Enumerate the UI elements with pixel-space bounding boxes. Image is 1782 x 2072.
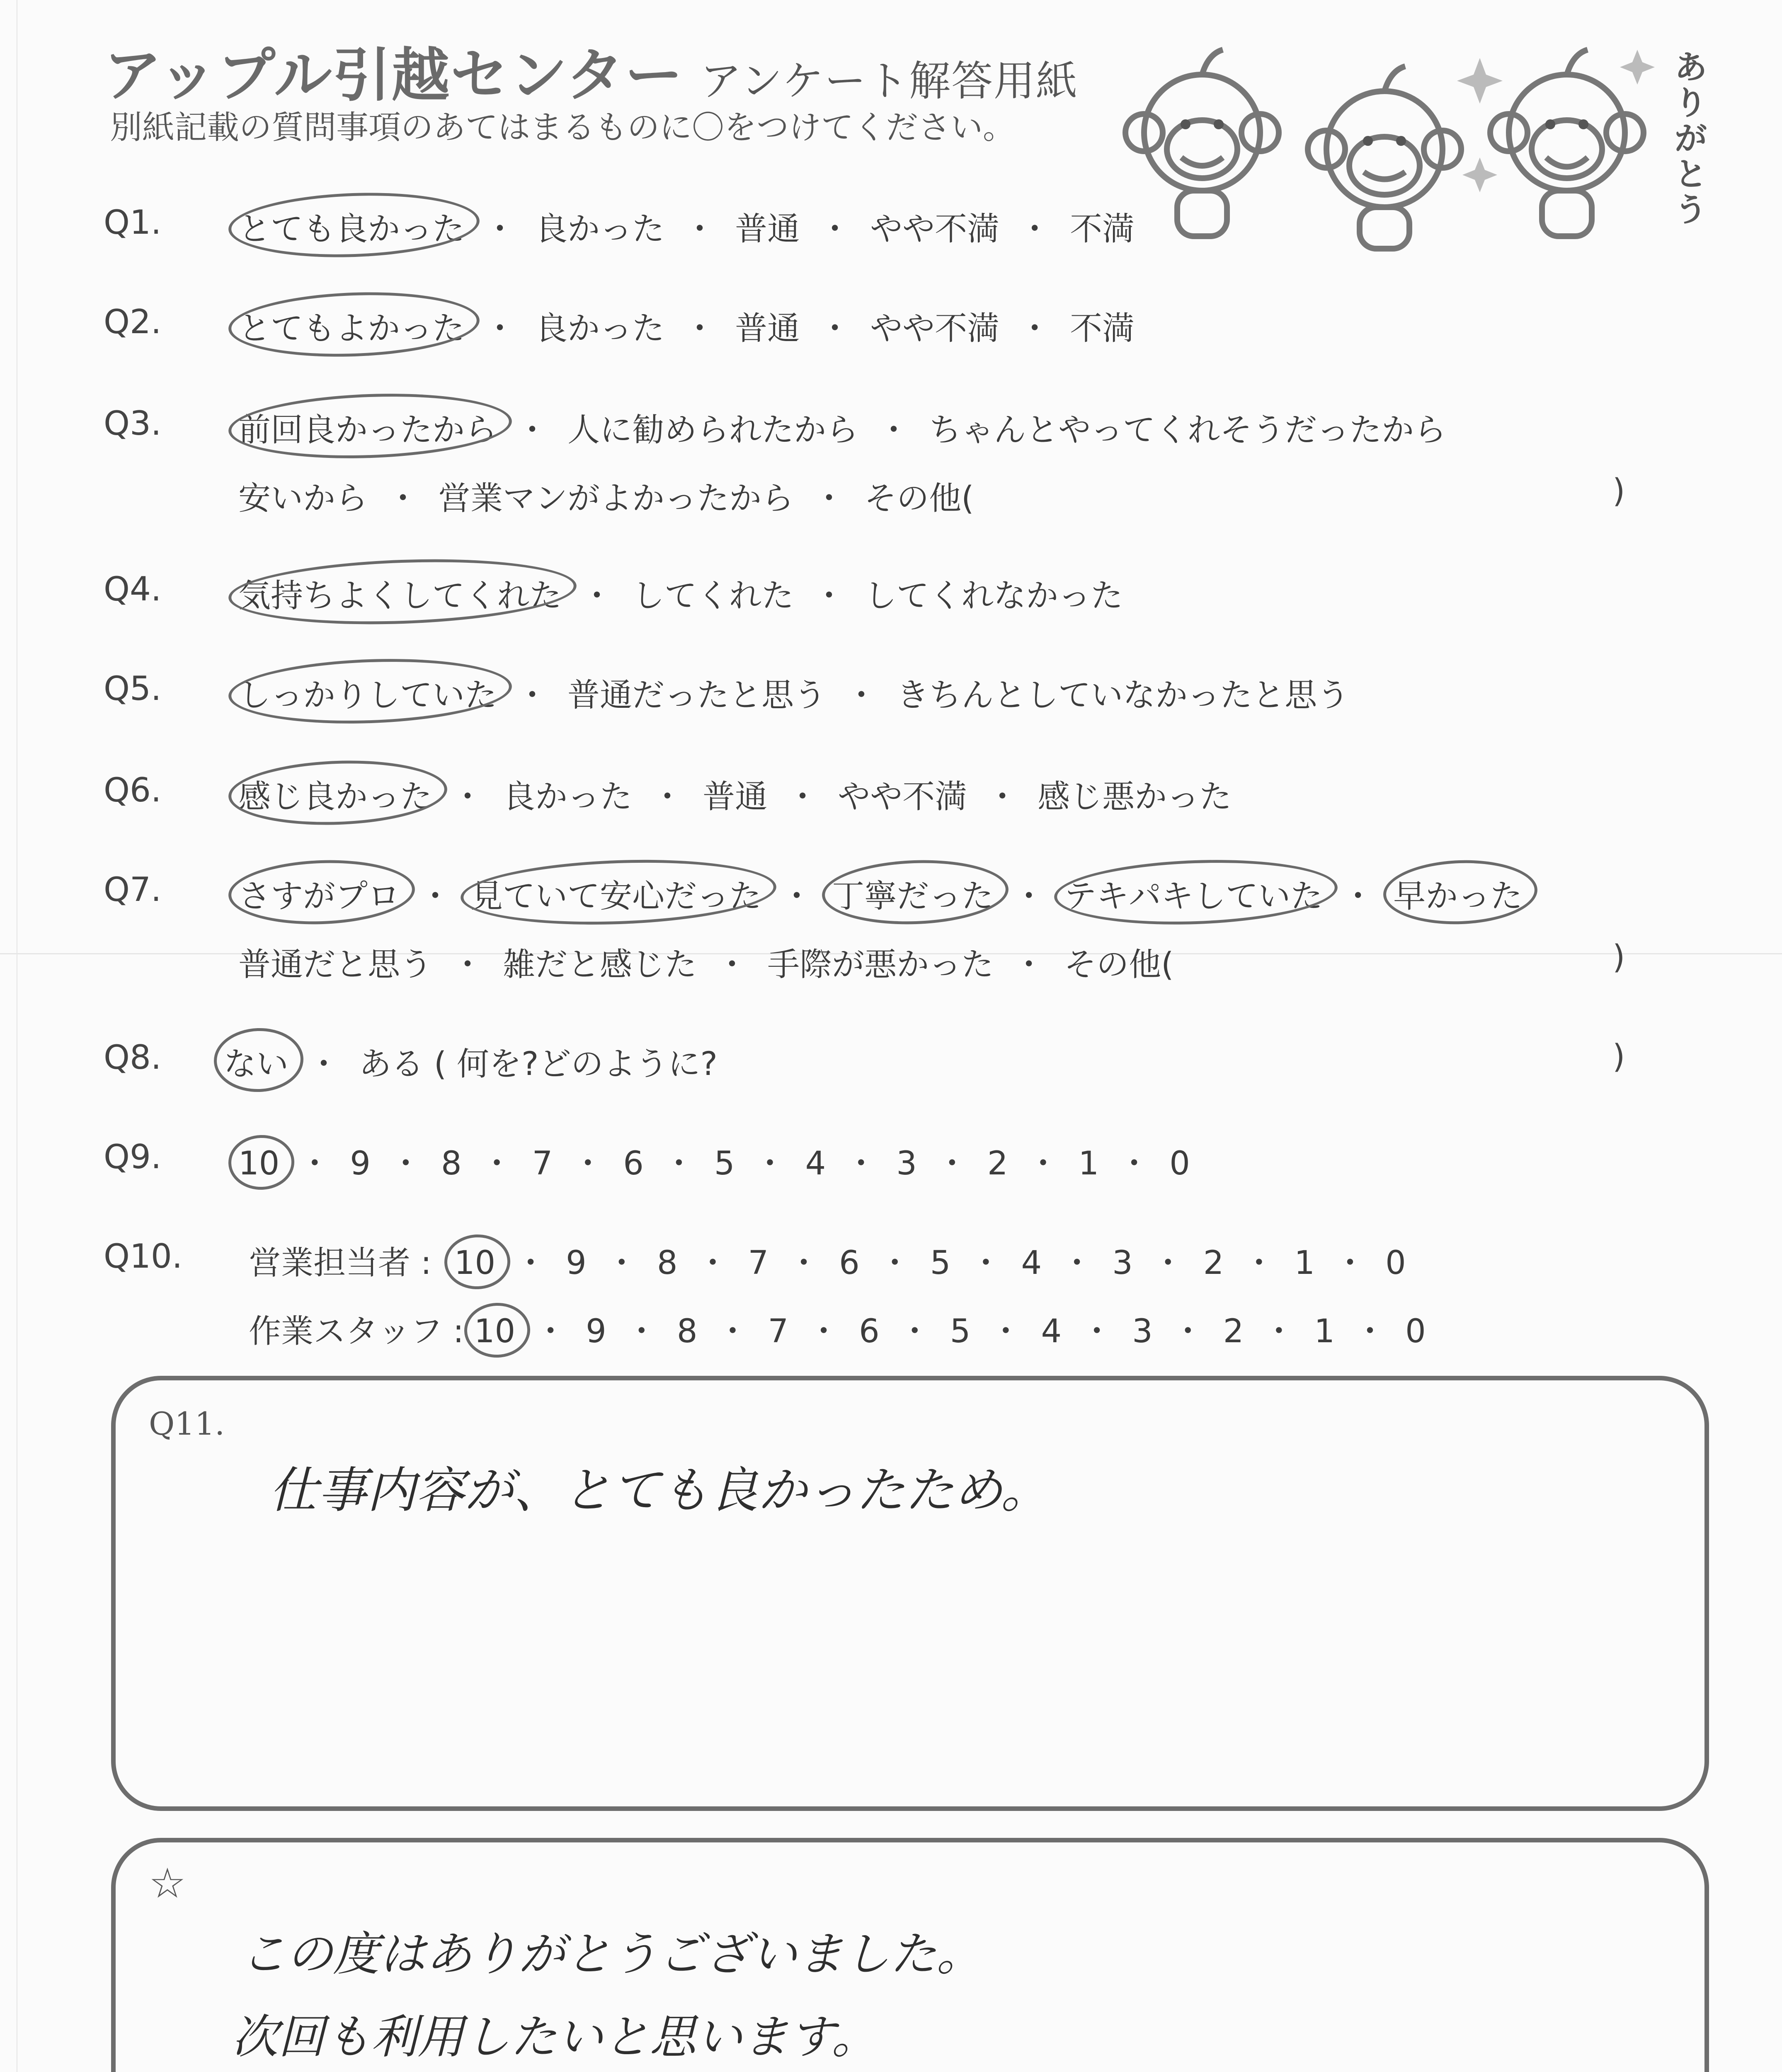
option-selected[interactable]: 感じ良かった — [238, 771, 432, 817]
option[interactable]: 営業マンがよかったから — [438, 480, 794, 517]
option[interactable]: 安いから — [238, 480, 368, 517]
rating-row-staff: 作業スタッフ : 10 ・ 9 ・ 8 ・ 7 ・ 6 ・ 5 ・ 4 ・ 3 ・ 2 ・ 1 ・ 0 — [249, 1313, 1426, 1350]
form-header — [104, 29, 1078, 112]
rating-option[interactable]: 9 — [586, 1313, 606, 1350]
question-label: Q7. — [104, 870, 162, 909]
rating-option[interactable]: 4 — [805, 1145, 826, 1182]
rating-selected[interactable]: 10 — [238, 1145, 280, 1182]
rating-option[interactable]: 8 — [441, 1145, 462, 1182]
rating-option[interactable]: 6 — [839, 1244, 860, 1282]
option-selected[interactable]: 前回良かったから — [238, 404, 497, 450]
option[interactable]: やや不満 — [838, 778, 967, 816]
option-selected[interactable]: しっかりしていた — [238, 669, 497, 716]
handwritten-comment-line2: 次回も利用したいと思います。 — [232, 2010, 878, 2064]
question-label: Q2. — [104, 303, 162, 341]
rating-row-sales: 営業担当者 : 10 ・ 9 ・ 8 ・ 7 ・ 6 ・ 5 ・ 4 ・ 3 ・ 2 ・ 1 ・ 0 — [249, 1244, 1406, 1282]
option[interactable]: 感じ悪かった — [1038, 778, 1232, 816]
option[interactable]: 普通だったと思う — [567, 677, 827, 714]
rating-selected[interactable]: 10 — [474, 1313, 516, 1350]
option-selected[interactable]: 気持ちよくしてくれた — [238, 570, 562, 616]
rating-option[interactable]: 5 — [930, 1244, 951, 1282]
answer-options: 気持ちよくしてくれた ・ してくれた ・ してくれなかった — [238, 570, 1123, 616]
rating-selected[interactable]: 10 — [454, 1244, 496, 1282]
option[interactable]: 普通 — [703, 778, 768, 816]
answer-options: 前回良かったから ・ 人に勧められたから ・ ちゃんとやってくれそうだったから — [238, 404, 1446, 450]
answer-options: 感じ良かった ・ 良かった ・ 普通 ・ やや不満 ・ 感じ悪かった — [238, 771, 1232, 817]
option[interactable]: やや不満 — [870, 211, 1000, 248]
question-q3 — [0, 404, 1782, 541]
rating-option[interactable]: 7 — [768, 1313, 789, 1350]
option[interactable]: やや不満 — [870, 310, 1000, 347]
option-selected[interactable]: とてもよかった — [238, 303, 465, 349]
option[interactable]: ある ( 何を?どのように? — [359, 1046, 718, 1083]
answer-options: ない ・ ある ( 何を?どのように? — [224, 1038, 718, 1084]
answer-options: さすがプロ ・ 見ていて安心だった ・ 丁寧だった ・ テキパキしていた ・ 早かった — [238, 870, 1523, 917]
paren-close: ) — [1612, 1038, 1625, 1075]
rating-option[interactable]: 7 — [748, 1244, 769, 1282]
company-name: アップル引越センター — [104, 42, 684, 109]
question-label: Q8. — [104, 1038, 162, 1077]
handwritten-comment-line1: この度はありがとうございました。 — [240, 1927, 983, 1981]
answer-options-line2: 普通だと思う ・ 雑だと感じた ・ 手際が悪かった ・ その他( — [238, 939, 1174, 985]
rating-option[interactable]: 3 — [1132, 1313, 1153, 1350]
option-selected[interactable]: とても良かった — [238, 203, 465, 249]
answer-options: しっかりしていた ・ 普通だったと思う ・ きちんとしていなかったと思う — [238, 669, 1349, 716]
question-q6 — [0, 771, 1782, 833]
star-icon: ☆ — [149, 1859, 186, 1907]
option[interactable]: 不満 — [1070, 310, 1135, 347]
option[interactable]: その他( — [1064, 946, 1174, 983]
box-label: Q11. — [149, 1405, 225, 1442]
option[interactable]: 良かった — [503, 778, 633, 816]
handwritten-answer: 仕事内容が、とても良かったため。 — [269, 1462, 1050, 1519]
question-label: Q3. — [104, 404, 162, 443]
question-q9 — [0, 1138, 1782, 1200]
option-selected[interactable]: 見ていて安心だった — [470, 870, 761, 917]
option[interactable]: 良かった — [535, 310, 665, 347]
rating-option[interactable]: 1 — [1314, 1313, 1335, 1350]
rating-scale: 10 ・ 9 ・ 8 ・ 7 ・ 6 ・ 5 ・ 4 ・ 3 ・ 2 ・ 1 ・ 0 — [238, 1145, 1190, 1182]
comment-box[interactable] — [111, 1838, 1709, 2072]
rating-option[interactable]: 6 — [623, 1145, 644, 1182]
option[interactable]: してくれなかった — [864, 577, 1123, 615]
question-q1 — [0, 203, 1782, 265]
paren-close: ) — [1612, 472, 1625, 510]
rating-option[interactable]: 7 — [532, 1145, 553, 1182]
rating-option[interactable]: 4 — [1021, 1244, 1042, 1282]
rating-option[interactable]: 9 — [350, 1145, 371, 1182]
instruction-text: 別紙記載の質問事項のあてはまるものに〇をつけてください。 — [110, 109, 1016, 146]
question-label: Q5. — [104, 669, 162, 708]
question-label: Q10. — [104, 1237, 183, 1276]
option-selected[interactable]: テキパキしていた — [1064, 870, 1323, 917]
question-q7 — [0, 870, 1782, 1007]
rating-option[interactable]: 4 — [1041, 1313, 1062, 1350]
mascot-caption: ありがとう — [1675, 49, 1707, 229]
option[interactable]: 良かった — [535, 211, 665, 248]
question-label: Q6. — [104, 771, 162, 809]
rating-row-label: 営業担当者 : — [249, 1244, 432, 1282]
rating-option[interactable]: 1 — [1078, 1145, 1099, 1182]
option[interactable]: 手際が悪かった — [767, 946, 994, 983]
option[interactable]: 普通 — [735, 211, 800, 248]
rating-option[interactable]: 8 — [657, 1244, 678, 1282]
rating-option[interactable]: 6 — [859, 1313, 880, 1350]
paren-close: ) — [1612, 939, 1625, 976]
option[interactable]: 不満 — [1070, 211, 1135, 248]
question-q4 — [0, 570, 1782, 632]
rating-option[interactable]: 2 — [987, 1145, 1008, 1182]
option[interactable]: してくれた — [632, 577, 794, 615]
rating-option[interactable]: 2 — [1203, 1244, 1224, 1282]
rating-option[interactable]: 8 — [676, 1313, 698, 1350]
form-title: アンケート解答用紙 — [700, 57, 1079, 105]
option-selected[interactable]: 早かった — [1393, 870, 1523, 917]
question-label: Q4. — [104, 570, 162, 608]
rating-option[interactable]: 9 — [566, 1244, 587, 1282]
q11-answer-box[interactable] — [111, 1376, 1709, 1811]
rating-option[interactable]: 5 — [714, 1145, 735, 1182]
option[interactable]: きちんとしていなかったと思う — [897, 677, 1350, 714]
question-q2 — [0, 303, 1782, 365]
option[interactable]: ちゃんとやってくれそうだったから — [929, 411, 1447, 449]
option-selected[interactable]: さすがプロ — [238, 870, 400, 917]
answer-options: とてもよかった ・ 良かった ・ 普通 ・ やや不満 ・ 不満 — [238, 303, 1135, 349]
rating-option[interactable]: 2 — [1223, 1313, 1244, 1350]
answer-options-line2: 安いから ・ 営業マンがよかったから ・ その他( — [238, 472, 974, 519]
question-label: Q1. — [104, 203, 162, 242]
option[interactable]: 雑だと感じた — [503, 946, 697, 983]
option-selected[interactable]: ない — [224, 1038, 289, 1084]
rating-option[interactable]: 0 — [1169, 1145, 1190, 1182]
option[interactable]: 普通だと思う — [238, 946, 433, 983]
option[interactable]: 普通 — [735, 310, 800, 347]
option[interactable]: その他( — [864, 480, 974, 517]
option[interactable]: 人に勧められたから — [567, 411, 859, 449]
rating-option[interactable]: 1 — [1294, 1244, 1315, 1282]
question-q8 — [0, 1038, 1782, 1100]
rating-option[interactable]: 3 — [896, 1145, 917, 1182]
rating-option[interactable]: 3 — [1112, 1244, 1133, 1282]
option-selected[interactable]: 丁寧だった — [832, 870, 994, 917]
answer-options: とても良かった ・ 良かった ・ 普通 ・ やや不満 ・ 不満 — [238, 203, 1135, 249]
question-q5 — [0, 669, 1782, 731]
rating-option[interactable]: 5 — [950, 1313, 971, 1350]
rating-row-label: 作業スタッフ : — [249, 1313, 464, 1350]
question-label: Q9. — [104, 1138, 162, 1176]
rating-option[interactable]: 0 — [1405, 1313, 1426, 1350]
question-q10 — [0, 1237, 1782, 1374]
rating-option[interactable]: 0 — [1385, 1244, 1406, 1282]
